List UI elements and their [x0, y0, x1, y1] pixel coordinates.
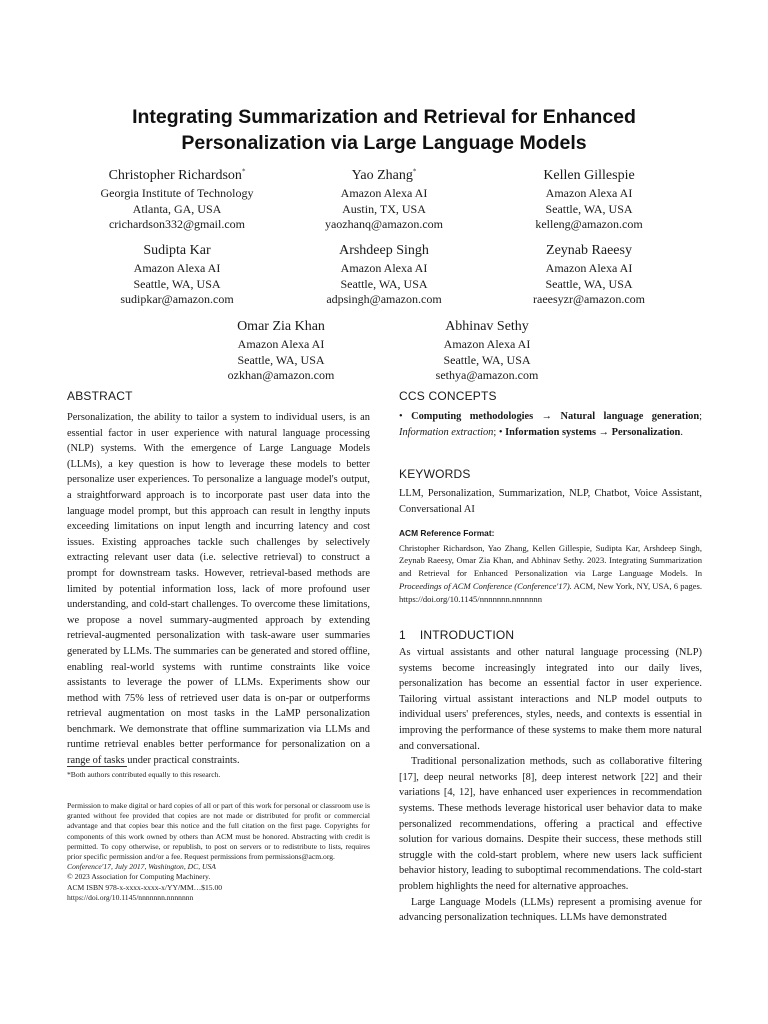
author-name: Zeynab Raeesy: [546, 243, 632, 258]
introduction-heading: [399, 628, 514, 642]
author-location: Austin, TX, USA: [342, 201, 426, 216]
ccs-concept: Information systems → Personalization: [505, 426, 681, 438]
author-block: [357, 318, 617, 384]
author-location: Seattle, WA, USA: [237, 352, 325, 367]
ccs-concept: Computing methodologies → Natural language generation: [411, 411, 700, 422]
ccs-text: • Computing methodologies → Natural language generation; Information extraction; • Information systems → Personalization.: [399, 411, 702, 438]
author-affiliation: Amazon Alexa AI: [340, 186, 428, 200]
section-title: INTRODUCTION: [419, 628, 515, 642]
author-block: [459, 167, 719, 233]
author-location: Seattle, WA, USA: [443, 352, 531, 367]
author-affiliation: Georgia Institute of Technology: [100, 186, 254, 200]
author-email[interactable]: raeesyzr@amazon.com: [533, 292, 645, 307]
author-name: Christopher Richardson*: [108, 167, 246, 183]
title-line-2: Personalization via Large Language Models: [181, 132, 587, 154]
author-name: Omar Zia Khan: [237, 319, 325, 334]
author-location: Seattle, WA, USA: [133, 276, 221, 291]
ccs-bullet: •: [399, 411, 412, 422]
author-location: Seattle, WA, USA: [545, 276, 633, 291]
permission-text: Permission to make digital or hard copies of all or part of this work for personal or classroom use is granted without fee provided that copies are not made or distributed for profit or commercial advantage and that copies bear this notice and the full citation on the first page. Copyrights for components of this work owned by others than ACM must be honored. Abstracting with credit is permitted. To copy otherwise, or republish, to post on servers or to redistribute to lists, requires prior specific permission and/or a fee. Request permissions from permissions@acm.org.: [67, 801, 370, 862]
ccs-body: [399, 409, 702, 440]
equal-contribution-mark: *: [241, 167, 246, 176]
author-email[interactable]: crichardson332@gmail.com: [108, 217, 245, 232]
author-name: Yao Zhang*: [351, 167, 417, 183]
author-email[interactable]: adpsingh@amazon.com: [326, 292, 442, 307]
permission-block: [67, 801, 370, 903]
author-email[interactable]: kelleng@amazon.com: [535, 217, 643, 232]
footnote-text: *Both authors contributed equally to this research.: [67, 770, 221, 779]
author-name: Arshdeep Singh: [339, 243, 429, 258]
author-affiliation: Amazon Alexa AI: [545, 186, 633, 200]
ccs-bullet: •: [498, 426, 506, 438]
isbn-line: ACM ISBN 978-x-xxxx-xxxx-x/YY/MM…$15.00: [67, 882, 223, 892]
paper-title: [60, 104, 708, 156]
keywords-text: LLM, Personalization, Summarization, NLP, Chatbot, Voice Assistant, Conversational AI: [399, 488, 702, 515]
author-affiliation: Amazon Alexa AI: [443, 337, 531, 351]
reference-format: [399, 526, 702, 606]
ccs-heading: CCS CONCEPTS: [399, 389, 497, 403]
abstract-body: [67, 410, 370, 769]
reference-venue: Proceedings of ACM Conference (Conference'17).: [399, 580, 572, 591]
author-email[interactable]: yaozhanq@amazon.com: [324, 217, 443, 232]
equal-contribution-mark: *: [412, 167, 417, 176]
conference-line: Conference'17, July 2017, Washington, DC, USA: [67, 862, 216, 872]
author-location: Seattle, WA, USA: [340, 276, 428, 291]
footnote: [67, 770, 370, 780]
section-number: 1: [399, 628, 406, 642]
reference-format-text: Christopher Richardson, Yao Zhang, Kellen Gillespie, Sudipta Kar, Arshdeep Singh, Zeynab Raeesy, Omar Zia Khan, and Abhinav Sethy. 2023. Integrating Summarization and Retrieval for Enhanced Personalization via Large Language Models. In Proceedings of ACM Conference (Conference'17). ACM, New York, NY, USA, 6 pages. https://doi.org/10.1145/nnnnnnn.nnnnnnn: [399, 542, 702, 604]
intro-paragraph: Traditional personalization methods, such as collaborative filtering [17], deep neural networks [8], deep interest network [22] and their variations [4, 12], have enhanced user experiences in recommendation systems. These methods leverage historical user behavior data to make personalized recommendations, offering a practical and effective solution for various domains. Despite their success, these methods still struggle with the cold-start problem, where new users lack sufficient behavior history, leading to suboptimal recommendations. The cold-start problem highlights the need for alternative approaches.: [399, 756, 702, 892]
author-location: Atlanta, GA, USA: [132, 201, 222, 216]
author-email[interactable]: sethya@amazon.com: [435, 368, 539, 383]
author-block: [459, 242, 719, 308]
copyright-line: © 2023 Association for Computing Machinery.: [67, 872, 211, 882]
author-affiliation: Amazon Alexa AI: [237, 337, 325, 351]
author-name: Kellen Gillespie: [543, 168, 635, 183]
abstract-heading: ABSTRACT: [67, 389, 133, 403]
author-affiliation: Amazon Alexa AI: [545, 261, 633, 275]
keywords-body: [399, 486, 702, 517]
keywords-heading: KEYWORDS: [399, 467, 471, 481]
ccs-concept: Information extraction: [399, 426, 494, 438]
author-email[interactable]: sudipkar@amazon.com: [120, 292, 234, 307]
doi-line[interactable]: https://doi.org/10.1145/nnnnnnn.nnnnnnn: [67, 892, 194, 902]
footnote-rule: [67, 766, 127, 767]
author-name: Sudipta Kar: [143, 243, 211, 258]
intro-paragraph: As virtual assistants and other natural language processing (NLP) systems become increasingly integrated into our daily lives, personalization has become an essential factor in user experience. Tailoring virtual assistant interactions and NLP model outputs to individual users' preferences, styles, needs, and contexts is essential in improving the performance of these systems to make them more natural and conversational.: [399, 647, 702, 752]
title-line-1: Integrating Summarization and Retrieval for Enhanced: [132, 106, 636, 128]
author-affiliation: Amazon Alexa AI: [133, 261, 221, 275]
reference-format-heading: ACM Reference Format:: [399, 528, 495, 538]
abstract-text: Personalization, the ability to tailor a system to individual users, is an essential factor in user experience with natural language processing (NLP) systems. With the emergence of Large Language Models (LLMs), a key question is how to leverage these models to better personalize user experiences. To personalize a language model's output, a straightforward approach is to incorporate past user data into the language model prompt, but this approach can result in lengthy inputs exceeding limitations on input length and incurring latency and cost issues. Existing approaches tackle such challenges by selectively extracting relevant user data (i.e. selective retrieval) to construct a prompt for downstream tasks. However, retrieval-based methods are limited by potential information loss, lack of more profound user understanding, and cold-start challenges. To overcome these limitations, we propose a novel summary-augmented approach by extending retrieval-augmented personalization with task-aware user summaries generated by LLMs. The summaries can be generated and stored offline, enabling real-world systems with runtime constraints like voice assistants to leverage the power of LLMs. Experiments show our method with 75% less of retrieved user data is on-par or outperforms retrieval augmentation on most tasks in the LaMP personalization benchmark. We demonstrate that offline summarization via LLMs and runtime retrieval enables better performance for personalization on a range of tasks under practical constraints.: [67, 412, 370, 767]
introduction-body: [399, 645, 702, 926]
intro-paragraph: Large Language Models (LLMs) represent a promising avenue for advancing personalization techniques. LLMs have demonstrated: [399, 896, 702, 924]
author-name: Abhinav Sethy: [445, 319, 529, 334]
author-affiliation: Amazon Alexa AI: [340, 261, 428, 275]
author-email[interactable]: ozkhan@amazon.com: [227, 368, 335, 383]
author-location: Seattle, WA, USA: [545, 201, 633, 216]
